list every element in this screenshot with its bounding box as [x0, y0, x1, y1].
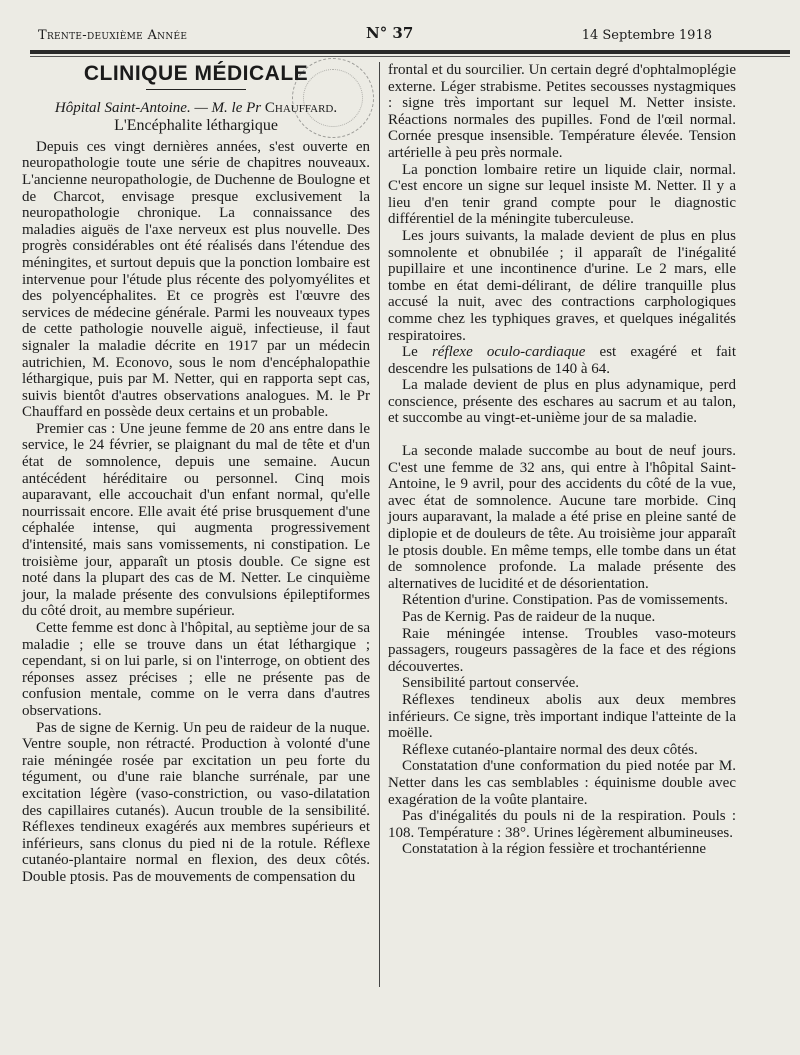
paragraph: Réflexe cutanéo-plantaire normal des deux côtés. — [402, 741, 698, 758]
reflex-term: réflexe oculo-cardiaque — [431, 344, 586, 361]
paragraph: frontal et du sourcilier. Un certain degré d'ophtalmoplégie externe. Léger strabisme. Petites secousses nystagmiques : signe très important sur lequel M. Netter insiste. Réactions normales des pupilles. Fond de l'œil normal. Cornée presque insensible. Température élevée. Tension artérielle à peu près normale. — [388, 62, 736, 161]
byline — [22, 100, 370, 117]
header-rule — [30, 50, 790, 54]
paragraph: La ponction lombaire retire un liquide clair, normal. C'est encore un signe sur lequel insiste M. Netter. Il y a lieu d'en tenir grand compte pour le diagnostic différentiel de la méningite tuberculeuse. — [388, 161, 736, 228]
paragraph: Raie méningée intense. Troubles vaso-moteurs passagers, rougeurs passagères de la face et des régions découvertes. — [388, 625, 736, 675]
paragraph: Pas de Kernig. Pas de raideur de la nuque. — [402, 609, 656, 625]
column-divider — [379, 62, 380, 987]
paragraph: La malade devient de plus en plus adynamique, perd conscience, présente des eschares au sacrum et au talon, et succombe au vingt-et-unième jour de sa maladie. — [388, 377, 736, 427]
section-title: CLINIQUE MÉDICALE — [83, 62, 309, 85]
article-title: L'Encéphalite léthargique — [114, 117, 278, 135]
right-column — [388, 62, 736, 858]
byline-place: Hôpital Saint-Antoine. — M. le Pr — [54, 99, 265, 116]
paragraph: Rétention d'urine. Constipation. Pas de vomissements. — [402, 592, 729, 609]
paragraph: Constatation d'une conformation du pied notée par M. Netter dans les cas semblables : équinisme double avec exagération de la voûte plantaire. — [388, 758, 736, 808]
issue-date: 14 Septembre 1918 — [581, 28, 712, 43]
paragraph: Réflexes tendineux abolis aux deux membres inférieurs. Ce signe, très important indique l'atteinte de la moëlle. — [388, 691, 736, 742]
section-rule — [146, 89, 246, 90]
volume-year: Trente-deuxième Année — [38, 28, 188, 43]
byline-author: Chauffard. — [264, 99, 338, 116]
paragraph: Sensibilité partout conservée. — [402, 675, 580, 692]
header-rule-thin — [30, 56, 790, 57]
issue-number: N° 37 — [366, 24, 414, 42]
page-header — [38, 22, 712, 48]
left-column — [22, 62, 370, 886]
paragraph: La seconde malade succombe au bout de neuf jours. C'est une femme de 32 ans, qui entre à l'hôpital Saint-Antoine, le 9 avril, pour des accidents du côté de la vue, avec état de somnolence. Aucune tare morbide. Cinq jours auparavant, la malade a été prise en pleine santé de diplopie et de douleurs de tête. Au troisième jour apparaît le ptosis double. En même temps, elle tombe dans un état de somnolence profonde. La malade présente des alternatives de lucidité et de désorientation. — [388, 443, 736, 592]
paragraph: Les jours suivants, la malade devient de plus en plus somnolente et obnubilée ; il apparaît de l'inégalité pupillaire et une incontinence d'urine. Le 2 mars, elle tombe en état demi-délirant, de délire tranquille plus accusé la nuit, avec des contractions carphologiques comme chez les typhiques graves, et quelques inégalités respiratoires. — [388, 227, 736, 344]
paragraph: Pas d'inégalités du pouls ni de la respiration. Pouls : 108. Température : 38°. Urines légèrement albumineuses. — [388, 808, 736, 841]
paragraph: Depuis ces vingt dernières années, s'est ouverte en neuropathologie toute une série de chapitres nouveaux. L'ancienne neuropathologie, de Duchenne de Boulogne et de Charcot, envisage presque exclusivement la neuropathologie chronique. La connaissance des maladies aiguës de l'axe nerveux est plus nouvelle. Des progrès considérables ont été réalisés dans l'étendue des méningites, et surtout depuis que la ponction lombaire est intervenue pour l'étude plus récente des polyomyélites et des polyencéphalites. Et ce progrès est l'œuvre des services de médecine générale. Parmi les nouveaux types de cette pathologie nouvelle aiguë, infectieuse, il faut signaler la maladie décrite en 1917 par un médecin autrichien, M. Econovo, sous le nom d'encéphalopathie léthargique, puis par M. Netter, qui en rapporta sept cas, suivis bientôt d'autres observations analogues. M. le Pr Chauffard en possède deux certains et un probable. — [22, 138, 370, 421]
paragraph: Pas de signe de Kernig. Un peu de raideur de la nuque. Ventre souple, non rétracté. Production à volonté d'une raie méningée rosée par excitation un peu forte du tégument, ou d'une raie blanche surrénale, par une excitation légère (vaso-constriction, ou vaso-dilatation des capillaires cutanés). Aucun trouble de la sensibilité. Réflexes tendineux exagérés aux membres supérieurs et inférieurs, sans clonus du pied ni de la rotule. Réflexe cutanéo-plantaire normal en flexion, des deux côtés. Double ptosis. Pas de mouvements de compensation du — [22, 719, 370, 885]
paragraph: Cette femme est donc à l'hôpital, au septième jour de sa maladie ; elle se trouve dans un état léthargique ; cependant, si on lui parle, si on l'interroge, on obtient des réponses assez précises ; elle ne présente pas de confusion mentale, comme on le verra dans d'autres observations. — [22, 620, 370, 719]
paragraph: Constatation à la région fessière et trochantérienne — [402, 841, 707, 858]
paragraph: Premier cas : Une jeune femme de 20 ans entre dans le service, le 24 février, se plaignant du mal de tête et d'un état de somnolence, depuis une semaine. Aucun antécédent héréditaire ou personnel. Cinq mois auparavant, elle accouchait d'un enfant normal, qu'elle nourrissait encore. Elle avait été prise brusquement d'une céphalée intense, qui augmenta progressivement d'intensité, mais sans vomissements, ni constipation. Le troisième jour, apparaît un ptosis double. Ce signe est noté dans la plupart des cas de M. Netter. Le cinquième jour, la malade présente des convulsions épileptiformes du côté droit, au membre supérieur. — [22, 420, 370, 620]
paragraph-reflex: Le réflexe oculo-cardiaque est exagéré et fait descendre les pulsations de 140 à 64. — [388, 344, 736, 377]
